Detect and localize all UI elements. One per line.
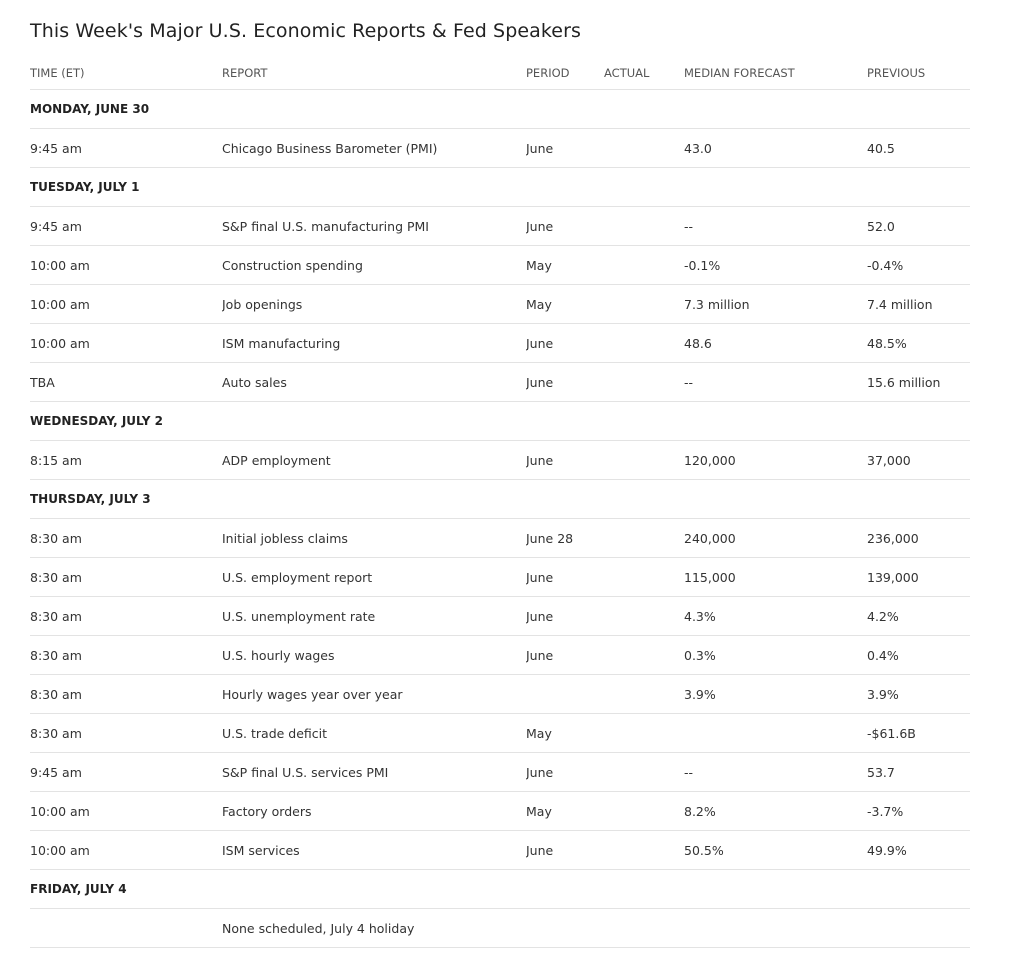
actual-cell (604, 363, 684, 402)
day-label: FRIDAY, JULY 4 (30, 870, 970, 909)
day-header-row (30, 90, 970, 129)
table-row (30, 246, 970, 285)
report-cell: U.S. unemployment rate (222, 597, 526, 636)
economic-calendar-table (30, 56, 970, 948)
time-cell: 8:30 am (30, 636, 222, 675)
time-cell: 8:15 am (30, 441, 222, 480)
day-header-row (30, 402, 970, 441)
report-cell: Construction spending (222, 246, 526, 285)
day-header-row (30, 168, 970, 207)
column-header-report: REPORT (222, 56, 526, 90)
actual-cell (604, 675, 684, 714)
table-row (30, 753, 970, 792)
column-header-time: TIME (ET) (30, 56, 222, 90)
previous-cell: 52.0 (867, 207, 970, 246)
header-row (30, 56, 970, 90)
time-cell: 8:30 am (30, 597, 222, 636)
time-cell: 8:30 am (30, 714, 222, 753)
report-cell: ISM manufacturing (222, 324, 526, 363)
page-title: This Week's Major U.S. Economic Reports & Fed Speakers (30, 20, 582, 42)
period-cell: June (526, 363, 604, 402)
time-cell: 9:45 am (30, 207, 222, 246)
time-cell: TBA (30, 363, 222, 402)
table-row (30, 636, 970, 675)
actual-cell (604, 129, 684, 168)
table-row (30, 597, 970, 636)
previous-cell: 7.4 million (867, 285, 970, 324)
report-cell: Chicago Business Barometer (PMI) (222, 129, 526, 168)
actual-cell (604, 636, 684, 675)
actual-cell (604, 909, 684, 948)
actual-cell (604, 207, 684, 246)
table-row (30, 285, 970, 324)
previous-cell: -3.7% (867, 792, 970, 831)
median-forecast-cell: 115,000 (684, 558, 867, 597)
report-cell: ISM services (222, 831, 526, 870)
actual-cell (604, 597, 684, 636)
report-cell: Hourly wages year over year (222, 675, 526, 714)
period-cell: May (526, 285, 604, 324)
table-row (30, 675, 970, 714)
time-cell: 8:30 am (30, 558, 222, 597)
median-forecast-cell: 50.5% (684, 831, 867, 870)
day-label: TUESDAY, JULY 1 (30, 168, 970, 207)
actual-cell (604, 792, 684, 831)
previous-cell: 53.7 (867, 753, 970, 792)
previous-cell: 4.2% (867, 597, 970, 636)
table-row (30, 714, 970, 753)
median-forecast-cell: -- (684, 753, 867, 792)
actual-cell (604, 831, 684, 870)
table-row (30, 129, 970, 168)
median-forecast-cell: 7.3 million (684, 285, 867, 324)
period-cell (526, 909, 604, 948)
report-cell: Job openings (222, 285, 526, 324)
report-cell: Factory orders (222, 792, 526, 831)
table-header (30, 56, 970, 90)
period-cell: June (526, 558, 604, 597)
actual-cell (604, 246, 684, 285)
previous-cell: 48.5% (867, 324, 970, 363)
report-cell: U.S. hourly wages (222, 636, 526, 675)
column-header-previous: PREVIOUS (867, 56, 970, 90)
column-header-actual: ACTUAL (604, 56, 684, 90)
table-row (30, 207, 970, 246)
table-row (30, 519, 970, 558)
time-cell: 8:30 am (30, 519, 222, 558)
day-header-row (30, 870, 970, 909)
previous-cell: 40.5 (867, 129, 970, 168)
previous-cell: 3.9% (867, 675, 970, 714)
report-cell: U.S. trade deficit (222, 714, 526, 753)
period-cell: May (526, 792, 604, 831)
report-cell: Initial jobless claims (222, 519, 526, 558)
period-cell: June (526, 324, 604, 363)
report-cell: U.S. employment report (222, 558, 526, 597)
day-label: WEDNESDAY, JULY 2 (30, 402, 970, 441)
previous-cell: 236,000 (867, 519, 970, 558)
report-cell: S&P final U.S. services PMI (222, 753, 526, 792)
time-cell: 10:00 am (30, 831, 222, 870)
table-row (30, 324, 970, 363)
day-label: MONDAY, JUNE 30 (30, 90, 970, 129)
previous-cell: -$61.6B (867, 714, 970, 753)
day-header-row (30, 480, 970, 519)
table-row (30, 363, 970, 402)
actual-cell (604, 753, 684, 792)
time-cell: 9:45 am (30, 753, 222, 792)
actual-cell (604, 324, 684, 363)
median-forecast-cell: -- (684, 363, 867, 402)
previous-cell: 139,000 (867, 558, 970, 597)
period-cell: June (526, 636, 604, 675)
table-row (30, 792, 970, 831)
median-forecast-cell: 48.6 (684, 324, 867, 363)
period-cell: May (526, 246, 604, 285)
median-forecast-cell: 240,000 (684, 519, 867, 558)
time-cell: 10:00 am (30, 246, 222, 285)
day-label: THURSDAY, JULY 3 (30, 480, 970, 519)
table-row (30, 441, 970, 480)
median-forecast-cell: 8.2% (684, 792, 867, 831)
median-forecast-cell: 0.3% (684, 636, 867, 675)
actual-cell (604, 285, 684, 324)
period-cell: June (526, 831, 604, 870)
period-cell: June (526, 207, 604, 246)
report-cell: S&P final U.S. manufacturing PMI (222, 207, 526, 246)
median-forecast-cell: -0.1% (684, 246, 867, 285)
column-header-period: PERIOD (526, 56, 604, 90)
previous-cell: -0.4% (867, 246, 970, 285)
period-cell: June (526, 597, 604, 636)
median-forecast-cell: 3.9% (684, 675, 867, 714)
period-cell: June (526, 441, 604, 480)
report-cell: ADP employment (222, 441, 526, 480)
previous-cell: 0.4% (867, 636, 970, 675)
median-forecast-cell: 4.3% (684, 597, 867, 636)
previous-cell (867, 909, 970, 948)
table-row (30, 909, 970, 948)
median-forecast-cell: 120,000 (684, 441, 867, 480)
period-cell: June 28 (526, 519, 604, 558)
table-row (30, 831, 970, 870)
previous-cell: 37,000 (867, 441, 970, 480)
period-cell: June (526, 129, 604, 168)
actual-cell (604, 714, 684, 753)
period-cell (526, 675, 604, 714)
report-cell: None scheduled, July 4 holiday (222, 909, 526, 948)
median-forecast-cell: 43.0 (684, 129, 867, 168)
table-row (30, 558, 970, 597)
time-cell: 9:45 am (30, 129, 222, 168)
column-header-median-forecast: MEDIAN FORECAST (684, 56, 867, 90)
previous-cell: 15.6 million (867, 363, 970, 402)
time-cell: 10:00 am (30, 285, 222, 324)
time-cell: 10:00 am (30, 324, 222, 363)
actual-cell (604, 558, 684, 597)
period-cell: June (526, 753, 604, 792)
time-cell (30, 909, 222, 948)
table-body (30, 90, 970, 948)
median-forecast-cell (684, 714, 867, 753)
median-forecast-cell (684, 909, 867, 948)
actual-cell (604, 441, 684, 480)
time-cell: 10:00 am (30, 792, 222, 831)
time-cell: 8:30 am (30, 675, 222, 714)
median-forecast-cell: -- (684, 207, 867, 246)
period-cell: May (526, 714, 604, 753)
report-cell: Auto sales (222, 363, 526, 402)
actual-cell (604, 519, 684, 558)
previous-cell: 49.9% (867, 831, 970, 870)
